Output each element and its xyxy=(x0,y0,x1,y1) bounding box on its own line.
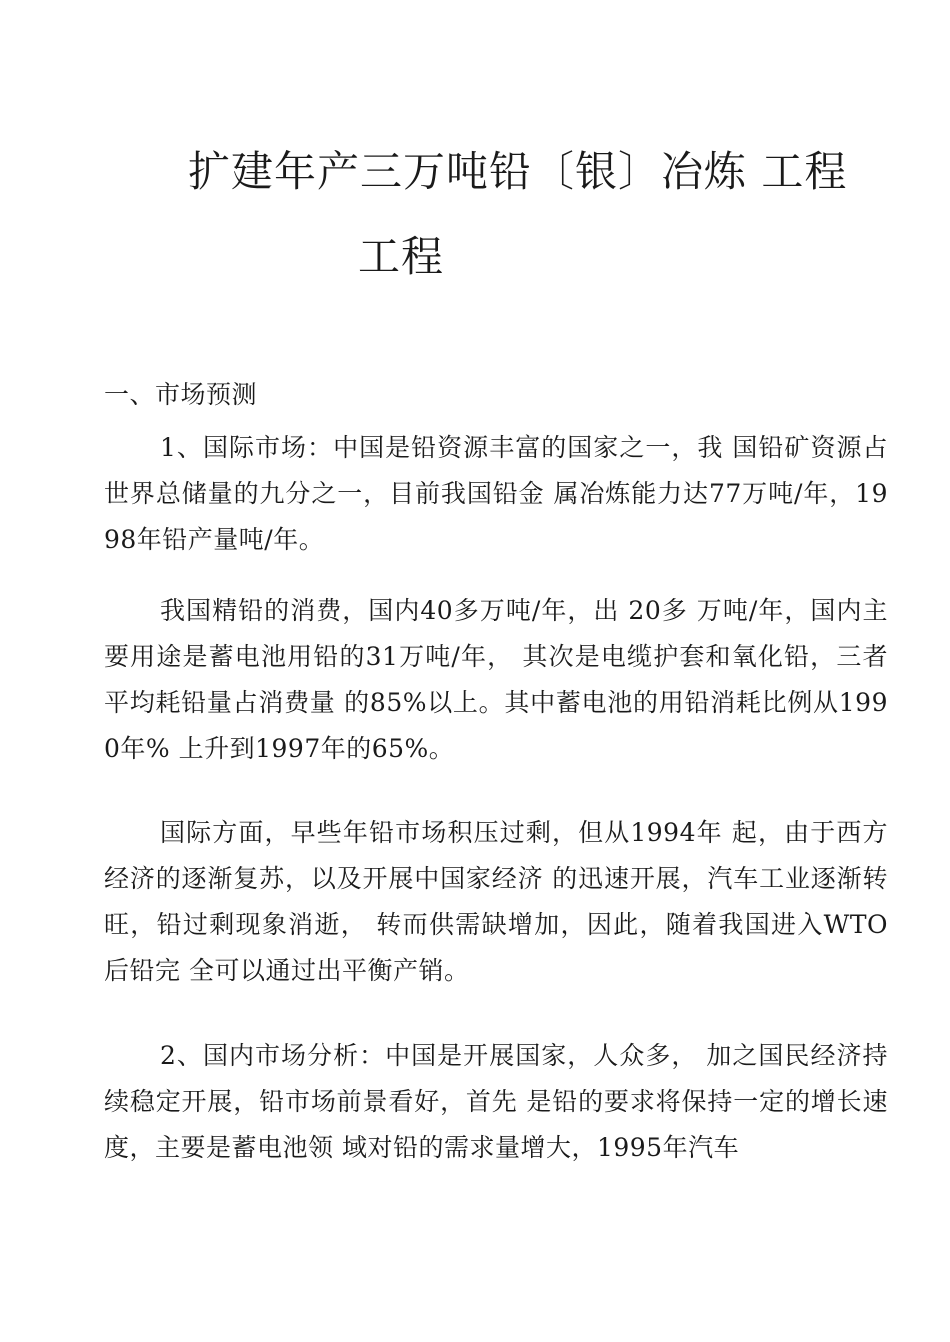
section-heading-market-forecast: 一、市场预测 xyxy=(104,380,258,409)
paragraph-domestic-market-analysis: 2、国内市场分析：中国是开展国家，人众多， 加之国民经济持续稳定开展，铅市场前景看好，首先 是铅的要求将保持一定的增长速度，主要是蓄电池领 域对铅的需求量增大，1995年汽车 xyxy=(104,1041,888,1162)
paragraph-domestic-consumption: 我国精铅的消费，国内40多万吨/年，出 20多 万吨/年，国内主要用途是蓄电池用铅的31万吨/年， 其次是电缆护套和氧化铅，三者平均耗铅量占消费量 的85%以上。其中蓄电池的用铅消耗比例从1990年% 上升到1997年的65%。 xyxy=(104,596,888,763)
document-title-line-1: 扩建年产三万吨铅〔银〕冶炼 工程 xyxy=(188,147,848,196)
paragraph-international-market: 1、国际市场：中国是铅资源丰富的国家之一，我 国铅矿资源占世界总储量的九分之一，目前我国铅金 属冶炼能力达77万吨/年，1998年铅产量吨/年。 xyxy=(104,433,888,554)
document-title-line-2: 工程 xyxy=(358,232,445,281)
paragraph-international-outlook: 国际方面，早些年铅市场积压过剩，但从1994年 起，由于西方经济的逐渐复苏，以及开展中国家经济 的迅速开展，汽车工业逐渐转旺，铅过剩现象消逝， 转而供需缺增加，因此，随着我国进入WTO后铅完 全可以通过出平衡产销。 xyxy=(104,818,888,985)
